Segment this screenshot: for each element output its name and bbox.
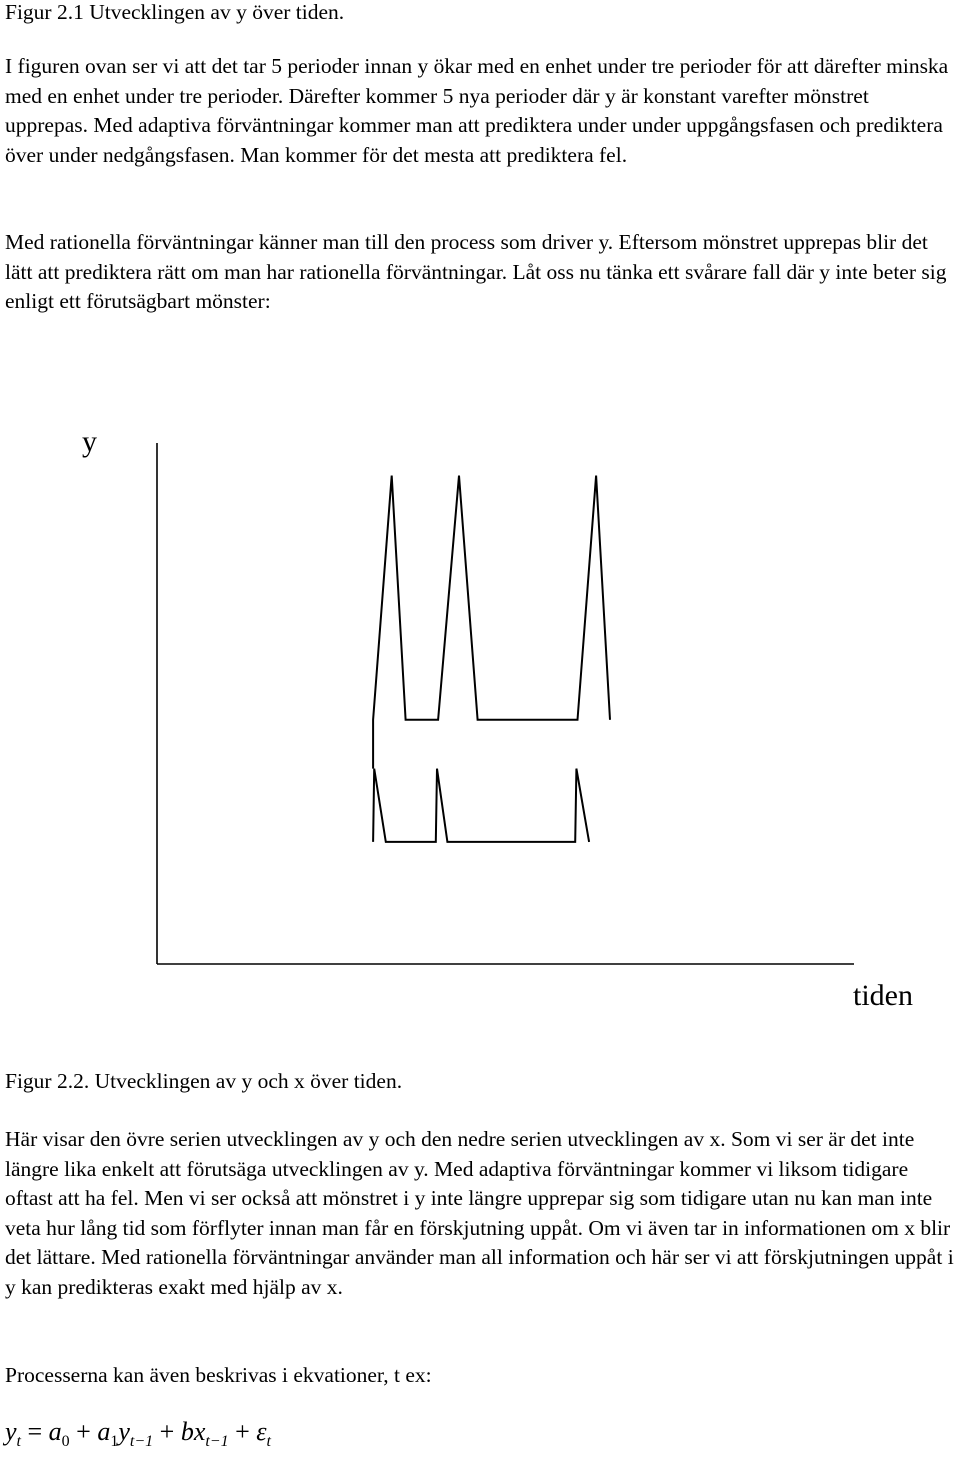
paragraph-rational-expectations: Med rationella förväntningar känner man till den process som driver y. Eftersom mönstret upprepas blir det lätt att prediktera rätt om man har rationella förväntningar. Låt oss nu tänka ett svårare fall där y inte beter sig enligt ett förutsägbart mönster: — [5, 230, 947, 313]
eq-epsilon: ε — [256, 1417, 267, 1446]
eq-sub-t-minus-1: t−1 — [129, 1433, 154, 1450]
series-y-line — [373, 476, 610, 769]
process-equation — [5, 1416, 271, 1458]
y-axis-label: y — [82, 425, 97, 458]
series-layer — [373, 476, 610, 842]
eq-sub-t-minus-1-b: t−1 — [205, 1433, 229, 1450]
eq-sub-1: 1 — [110, 1433, 119, 1450]
paragraph-adaptive-expectations: I figuren ovan ser vi att det tar 5 perioder innan y ökar med en enhet under tre perioder för att därefter minska med en enhet under tre perioder. Därefter kommer 5 nya perioder där y är konstant varefter mönstret upprepas. Med adaptiva förväntningar kommer man att prediktera under under uppgångsfasen och prediktera över under nedgångsfasen. Man kommer för det mesta att prediktera fel. — [5, 54, 949, 167]
eq-bx: bx — [180, 1417, 206, 1446]
eq-plus-2: + — [153, 1417, 181, 1446]
eq-y: y — [5, 1417, 17, 1446]
figure-caption-2-2: Figur 2.2. Utvecklingen av y och x över tiden. — [5, 1069, 403, 1093]
eq-sub-t: t — [16, 1433, 21, 1450]
paragraph-equation-intro: Processerna kan även beskrivas i ekvationer, t ex: — [5, 1363, 432, 1387]
eq-y-lag: y — [118, 1417, 130, 1446]
eq-plus-1: + — [69, 1417, 98, 1446]
eq-sub-t-2: t — [266, 1433, 271, 1450]
eq-sub-0: 0 — [61, 1433, 70, 1450]
figure-caption-2-1: Figur 2.1 Utvecklingen av y över tiden. — [5, 0, 345, 24]
eq-a1: a — [97, 1417, 111, 1446]
eq-plus-3: + — [228, 1417, 257, 1446]
series-x-line — [373, 769, 589, 842]
paragraph-series-discussion: Här visar den övre serien utvecklingen av y och den nedre serien utvecklingen av x. Som vi ser är det inte längre lika enkelt att förutsäga utvecklingen av y. Med adaptiva förväntningar kommer vi liksom tidigare oftast att ha fel. Men vi ser också att mönstret i y inte längre upprepar sig som tidigare utan nu kan man inte veta hur lång tid som förflyter innan man får en förskjutning uppåt. Om vi även tar in informationen om x blir det lättare. Med rationella förväntningar använder man all information och här ser vi att förskjutningen uppåt i y kan predikteras exakt med hjälp av x. — [5, 1127, 954, 1299]
eq-a0: a — [48, 1417, 62, 1446]
x-axis-label: tiden — [853, 979, 913, 1012]
eq-equals: = — [21, 1417, 49, 1446]
